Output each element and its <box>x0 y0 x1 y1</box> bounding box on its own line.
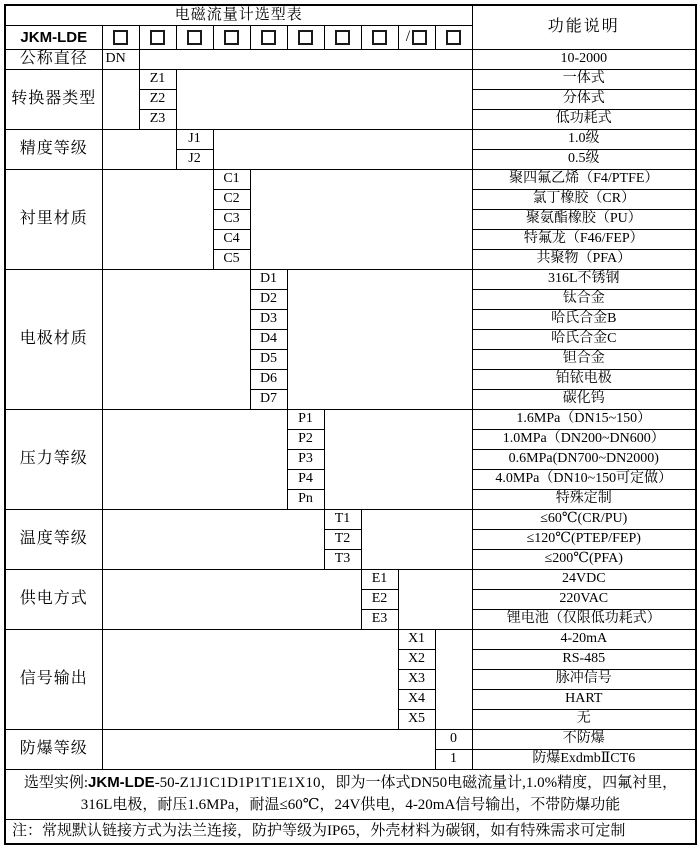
code-cell: X1 <box>398 630 435 650</box>
empty-cell <box>102 410 287 510</box>
empty-cell <box>102 730 435 770</box>
code-cell: Z3 <box>139 110 176 130</box>
desc-cell: ≤60℃(CR/PU) <box>472 510 696 530</box>
code-cell: C2 <box>213 190 250 210</box>
desc-cell: 铂铱电极 <box>472 370 696 390</box>
code-cell: X3 <box>398 670 435 690</box>
table-title: 电磁流量计选型表 <box>5 5 472 26</box>
checkbox-icon <box>187 30 202 45</box>
checkbox-icon <box>298 30 313 45</box>
empty-cell <box>102 170 213 270</box>
checkbox-icon <box>224 30 239 45</box>
checkbox-icon <box>335 30 350 45</box>
model-digit-cell-3 <box>176 26 213 50</box>
group-label-liner-material: 衬里材质 <box>5 170 102 270</box>
checkbox-icon <box>113 30 128 45</box>
group-label-pressure-rating: 压力等级 <box>5 410 102 510</box>
desc-cell: 1.6MPa（DN15~150） <box>472 410 696 430</box>
code-cell: J1 <box>176 130 213 150</box>
code-cell: E2 <box>361 590 398 610</box>
group-label-accuracy-class: 精度等级 <box>5 130 102 170</box>
desc-cell: 低功耗式 <box>472 110 696 130</box>
desc-cell: 锂电池（仅限低功耗式） <box>472 610 696 630</box>
empty-cell <box>213 130 472 170</box>
code-cell: D6 <box>250 370 287 390</box>
group-label-temperature-rating: 温度等级 <box>5 510 102 570</box>
slash-separator: / <box>405 28 411 46</box>
code-cell: Z1 <box>139 70 176 90</box>
desc-cell: 1.0级 <box>472 130 696 150</box>
code-cell: C1 <box>213 170 250 190</box>
code-cell: D1 <box>250 270 287 290</box>
empty-cell <box>102 130 176 170</box>
group-label-explosion-proof-rating: 防爆等级 <box>5 730 102 770</box>
desc-cell: ≤200℃(PFA) <box>472 550 696 570</box>
group-label-signal-output: 信号输出 <box>5 630 102 730</box>
code-cell: D4 <box>250 330 287 350</box>
code-cell: P2 <box>287 430 324 450</box>
model-digit-cell-5 <box>250 26 287 50</box>
code-cell: P4 <box>287 470 324 490</box>
function-header: 功能说明 <box>472 5 696 50</box>
desc-cell: 分体式 <box>472 90 696 110</box>
code-cell: P3 <box>287 450 324 470</box>
code-cell: X4 <box>398 690 435 710</box>
model-digit-cell-7 <box>324 26 361 50</box>
code-cell: D3 <box>250 310 287 330</box>
example-row <box>5 770 696 820</box>
desc-cell: 特殊定制 <box>472 490 696 510</box>
desc-cell: 0.5级 <box>472 150 696 170</box>
desc-cell: 4-20mA <box>472 630 696 650</box>
code-cell: T3 <box>324 550 361 570</box>
desc-cell: 钛合金 <box>472 290 696 310</box>
desc-cell: 碳化钨 <box>472 390 696 410</box>
desc-cell: 聚氨酯橡胶（PU） <box>472 210 696 230</box>
code-cell: C5 <box>213 250 250 270</box>
desc-cell: 24VDC <box>472 570 696 590</box>
empty-cell <box>361 510 472 570</box>
desc-cell: 4.0MPa（DN10~150可定做） <box>472 470 696 490</box>
code-cell: 1 <box>435 750 472 770</box>
desc-cell: 共聚物（PFA） <box>472 250 696 270</box>
empty-cell <box>250 170 472 270</box>
empty-cell <box>102 70 139 130</box>
desc-cell: 聚四氟乙烯（F4/PTFE） <box>472 170 696 190</box>
code-cell: T2 <box>324 530 361 550</box>
group-label-nominal-diameter: 公称直径 <box>5 50 102 70</box>
desc-cell: 脉冲信号 <box>472 670 696 690</box>
desc-cell: HART <box>472 690 696 710</box>
checkbox-icon <box>372 30 387 45</box>
desc-cell: ≤120℃(PTEP/FEP) <box>472 530 696 550</box>
checkbox-icon <box>412 30 427 45</box>
empty-cell <box>102 570 361 630</box>
checkbox-icon <box>446 30 461 45</box>
empty-cell <box>139 50 472 70</box>
empty-cell <box>102 510 324 570</box>
code-cell: D5 <box>250 350 287 370</box>
empty-cell <box>102 270 250 410</box>
code-cell: Pn <box>287 490 324 510</box>
desc-cell: 0.6MPa(DN700~DN2000) <box>472 450 696 470</box>
model-digit-cell-8 <box>361 26 398 50</box>
model-digit-cell-9 <box>398 26 435 50</box>
code-cell: X2 <box>398 650 435 670</box>
model-digit-cell-10 <box>435 26 472 50</box>
desc-cell: 无 <box>472 710 696 730</box>
empty-cell <box>324 410 472 510</box>
example-prefix: 选型实例: <box>23 775 89 792</box>
example-line2: 316L电极，耐压1.6MPa，耐温≤60℃，24V供电，4-20mA信号输出，不带防爆功能 <box>80 797 621 813</box>
code-cell: E3 <box>361 610 398 630</box>
desc-cell: 防爆ExdmbⅡCT6 <box>472 750 696 770</box>
model-digit-cell-1 <box>102 26 139 50</box>
code-cell: P1 <box>287 410 324 430</box>
code-cell: C4 <box>213 230 250 250</box>
example-model-code: JKM-LDE <box>88 774 155 792</box>
desc-cell: 不防爆 <box>472 730 696 750</box>
code-cell: D7 <box>250 390 287 410</box>
desc-cell: 一体式 <box>472 70 696 90</box>
desc-cell: RS-485 <box>472 650 696 670</box>
empty-cell <box>398 570 472 630</box>
code-cell: C3 <box>213 210 250 230</box>
checkbox-icon <box>150 30 165 45</box>
code-cell: X5 <box>398 710 435 730</box>
desc-cell: 哈氏合金C <box>472 330 696 350</box>
code-cell: 0 <box>435 730 472 750</box>
group-label-power-supply: 供电方式 <box>5 570 102 630</box>
code-cell: Z2 <box>139 90 176 110</box>
desc-cell: 220VAC <box>472 590 696 610</box>
model-digit-cell-6 <box>287 26 324 50</box>
model-digit-cell-2 <box>139 26 176 50</box>
desc-cell: 特氟龙（F46/FEP） <box>472 230 696 250</box>
code-cell: D2 <box>250 290 287 310</box>
desc-cell: 钽合金 <box>472 350 696 370</box>
group-label-converter-type: 转换器类型 <box>5 70 102 130</box>
model-digit-cell-4 <box>213 26 250 50</box>
empty-cell <box>435 630 472 730</box>
desc-cell: 1.0MPa（DN200~DN600） <box>472 430 696 450</box>
checkbox-icon <box>261 30 276 45</box>
selection-table <box>4 4 697 845</box>
desc-cell: 氯丁橡胶（CR） <box>472 190 696 210</box>
code-cell: E1 <box>361 570 398 590</box>
desc-cell: 哈氏合金B <box>472 310 696 330</box>
desc-cell: 10-2000 <box>472 50 696 70</box>
code-cell: J2 <box>176 150 213 170</box>
example-line1: -50-Z1J1C1D1P1T1E1X10，即为一体式DN50电磁流量计,1.0%精度，四氟衬里， <box>154 775 678 792</box>
code-cell: DN <box>102 50 139 70</box>
desc-cell: 316L不锈钢 <box>472 270 696 290</box>
empty-cell <box>287 270 472 410</box>
model-prefix: JKM-LDE <box>5 26 102 50</box>
empty-cell <box>176 70 472 130</box>
note-row: 注：常规默认链接方式为法兰连接，防护等级为IP65，外壳材料为碳钢，如有特殊需求可定制 <box>5 820 696 845</box>
empty-cell <box>102 630 398 730</box>
code-cell: T1 <box>324 510 361 530</box>
group-label-electrode-material: 电极材质 <box>5 270 102 410</box>
